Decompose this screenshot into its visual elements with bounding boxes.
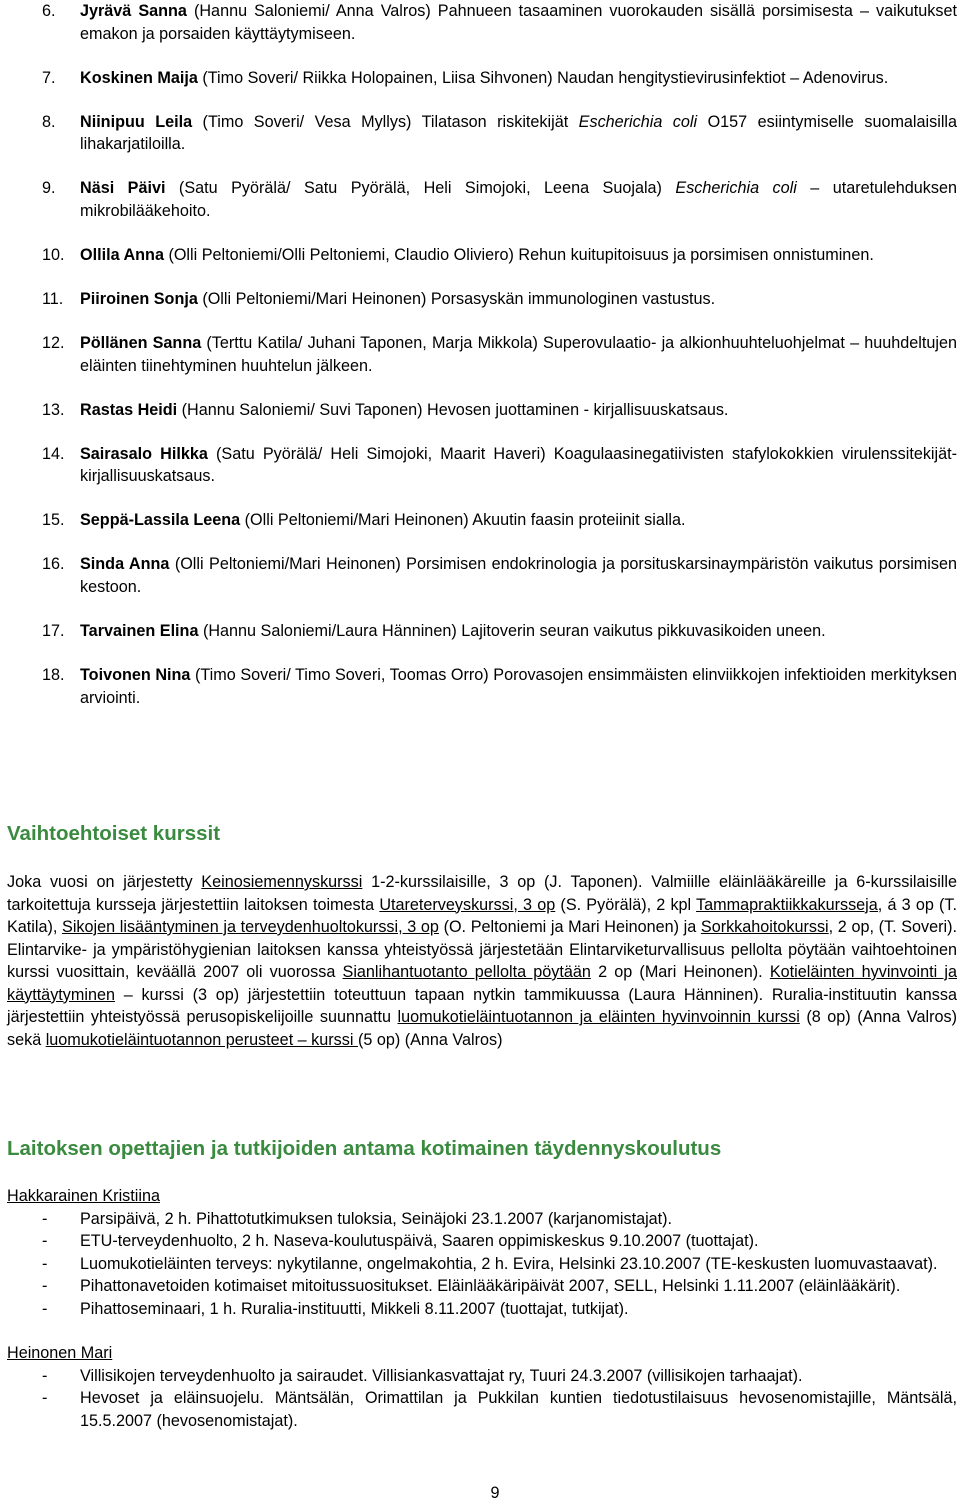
course-name: luomukotieläintuotannon ja eläinten hyvinvoinnin kurssi — [397, 1008, 800, 1026]
dash-bullet: - — [42, 1277, 48, 1295]
training-item — [7, 1253, 957, 1276]
course-name: Sianlihantuotanto pellolta pöytään — [342, 963, 591, 981]
thesis-item — [7, 553, 957, 598]
thesis-item — [7, 399, 957, 422]
thesis-item — [7, 67, 957, 90]
thesis-author: Ollila Anna — [80, 245, 164, 264]
thesis-author: Pöllänen Sanna — [80, 334, 202, 353]
paragraph-text: (5 op) (Anna Valros) — [357, 1030, 503, 1049]
thesis-item — [7, 664, 957, 709]
thesis-item — [7, 288, 957, 311]
course-name: Kotieläinten hyvinvointi ja käyttäytyminen — [7, 963, 957, 1004]
thesis-number: 14. — [42, 444, 65, 463]
dash-bullet: - — [42, 1389, 48, 1407]
thesis-author: Sairasalo Hilkka — [80, 444, 208, 463]
course-name: Tammapraktiikkakursseja, — [696, 895, 883, 914]
thesis-text: (Timo Soveri/ Timo Soveri, Toomas Orro) Porovasojen ensimmäisten elinviikkojen infektioiden merkityksen arviointi. — [80, 666, 957, 707]
dash-bullet: - — [42, 1366, 48, 1385]
thesis-text-cont: – utaretulehduksen mikrobilääkehoito. — [80, 179, 957, 220]
paragraph-text: (8 op) (Anna Valros) sekä — [7, 1008, 958, 1049]
course-name: Sikojen lisääntyminen ja terveydenhuoltokurssi, 3 op — [62, 918, 439, 936]
paragraph-text: (S. Pyörälä), 2 kpl — [555, 895, 697, 914]
thesis-author: Niinipuu Leila — [80, 112, 193, 131]
thesis-item — [7, 332, 957, 377]
thesis-item — [7, 509, 957, 532]
thesis-list — [7, 0, 957, 731]
thesis-number: 18. — [42, 666, 65, 685]
training-item-text: Hevoset ja eläinsuojelu. Mäntsälän, Orimattilan ja Pukkilan kuntien tiedotustilaisuus hevosenomistajille, Mäntsälä, 15.5.2007 (hevosenomistajat). — [80, 1389, 957, 1430]
person-name: Hakkarainen Kristiina — [7, 1187, 160, 1205]
thesis-number: 12. — [42, 334, 65, 353]
thesis-number: 6. — [42, 2, 56, 20]
thesis-item — [7, 443, 957, 488]
paragraph-text: (O. Peltoniemi ja Mari Heinonen) ja — [438, 918, 701, 936]
thesis-text: (Olli Peltoniemi/Mari Heinonen) Porsimisen endokrinologia ja porsituskarsinaympäristön vaikutus porsimisen kestoon. — [80, 555, 957, 596]
thesis-author: Koskinen Maija — [80, 68, 198, 87]
training-items — [7, 1365, 957, 1433]
thesis-number: 9. — [42, 179, 56, 198]
thesis-text: (Olli Peltoniemi/Olli Peltoniemi, Claudio Oliviero) Rehun kuitupitoisuus ja porsimisen onnistuminen. — [163, 245, 874, 264]
thesis-text: (Olli Peltoniemi/Mari Heinonen) Akuutin faasin proteiinit sialla. — [240, 511, 686, 530]
thesis-author: Sinda Anna — [80, 555, 170, 574]
training-item — [7, 1208, 957, 1231]
training-item — [7, 1365, 957, 1388]
paragraph-text: á 3 op (T. Katila), — [7, 895, 958, 936]
training-item — [7, 1275, 957, 1298]
training-item-text: Luomukotieläinten terveys: nykytilanne, ongelmakohtia, 2 h. Evira, Helsinki 23.10.2007 (TE-keskusten luomuvastaavat). — [80, 1254, 938, 1273]
thesis-species: Escherichia coli — [578, 112, 698, 131]
training-item-text: Parsipäivä, 2 h. Pihattotutkimuksen tuloksia, Seinäjoki 23.1.2007 (karjanomistajat). — [80, 1209, 673, 1228]
paragraph-text: 2 op (Mari Heinonen). — [590, 963, 770, 981]
paragraph-text: , 2 op, (T. Soveri). Elintarvike- ja ympäristöhygienian laitoksen kanssa yhteistyössä järjestetään Elintarviketurvallisuus pellolta pöytään vaihtoehtoinen kurssi vuosittain, keväällä 2007 oli vuorossa — [7, 918, 958, 981]
dash-bullet: - — [42, 1254, 48, 1273]
paragraph-text: – kurssi (3 op) järjestettiin toteuttuun tapaan nytkin tammikuussa (Laura Hänninen). Ruralia-instituutin kanssa järjestettiin yhteistyössä perusopiskelijoille suunnattu — [7, 985, 957, 1026]
thesis-number: 10. — [42, 245, 65, 264]
thesis-text-cont: O157 esiintymiselle suomalaisilla lihakarjatiloilla. — [80, 112, 958, 154]
paragraph-text: 1-2-kurssilaisille, 3 op (J. Taponen). Valmiille eläinlääkäreille ja 6-kurssilaisille tarkoitettuja kursseja järjestettiin laitoksen toimesta — [7, 873, 957, 914]
section-title-training: Laitoksen opettajien ja tutkijoiden antama kotimainen täydennyskoulutus — [7, 1137, 722, 1160]
thesis-number: 17. — [42, 622, 65, 641]
thesis-number: 7. — [42, 68, 56, 87]
course-name: luomukotieläintuotannon perusteet – kurssi — [45, 1030, 358, 1049]
thesis-author: Seppä-Lassila Leena — [80, 511, 241, 530]
page-number: 9 — [490, 1484, 500, 1502]
thesis-text: (Hannu Saloniemi/ Suvi Taponen) Hevosen juottaminen - kirjallisuuskatsaus. — [177, 400, 729, 419]
alt-courses-paragraph — [7, 871, 957, 1051]
person-name: Heinonen Mari — [7, 1344, 113, 1362]
thesis-item — [7, 177, 957, 222]
course-name: Utareterveyskurssi, 3 op — [379, 895, 556, 914]
thesis-number: 16. — [42, 555, 65, 574]
thesis-item — [7, 244, 957, 267]
training-item-text: Pihattoseminaari, 1 h. Ruralia-instituutti, Mikkeli 8.11.2007 (tuottajat, tutkijat). — [80, 1299, 629, 1318]
thesis-text: (Olli Peltoniemi/Mari Heinonen) Porsasyskän immunologinen vastustus. — [197, 289, 716, 308]
thesis-text: (Satu Pyörälä/ Heli Simojoki, Maarit Haveri) Koagulaasinegatiivisten stafylokokkien virulenssitekijät-kirjallisuuskatsaus. — [80, 444, 957, 486]
thesis-item — [7, 111, 957, 156]
training-item-text: ETU-terveydenhuolto, 2 h. Naseva-koulutuspäivä, Saaren oppimiskeskus 9.10.2007 (tuottajat). — [80, 1232, 759, 1250]
thesis-text: (Terttu Katila/ Juhani Taponen, Marja Mikkola) Superovulaatio- ja alkionhuuhteluohjelmat – huuhdeltujen eläinten tiinehtyminen huuhtelun jälkeen. — [80, 334, 957, 375]
thesis-text: (Hannu Saloniemi/ Anna Valros) Pahnueen tasaaminen vuorokauden sisällä porsimisesta – vaikutukset emakon ja porsaiden käyttäytymiseen. — [80, 2, 957, 43]
thesis-author: Näsi Päivi — [80, 179, 166, 198]
training-item — [7, 1387, 957, 1432]
dash-bullet: - — [42, 1232, 48, 1250]
thesis-author: Toivonen Nina — [80, 666, 191, 685]
thesis-author: Tarvainen Elina — [80, 622, 199, 641]
thesis-species: Escherichia coli — [675, 179, 797, 198]
training-items — [7, 1208, 957, 1321]
thesis-number: 11. — [42, 289, 64, 308]
thesis-number: 8. — [42, 112, 56, 131]
thesis-text: (Hannu Saloniemi/Laura Hänninen) Lajitoverin seuran vaikutus pikkuvasikoiden uneen. — [198, 622, 826, 641]
training-item — [7, 1298, 957, 1321]
thesis-text: (Timo Soveri/ Riikka Holopainen, Liisa Sihvonen) Naudan hengitystievirusinfektiot – Adenovirus. — [197, 68, 889, 87]
thesis-number: 15. — [42, 511, 65, 530]
thesis-number: 13. — [42, 400, 65, 419]
thesis-author: Jyrävä Sanna — [80, 2, 187, 20]
thesis-item — [7, 0, 957, 45]
thesis-author: Piiroinen Sonja — [80, 289, 198, 308]
training-item — [7, 1230, 957, 1253]
dash-bullet: - — [42, 1299, 48, 1318]
course-name: Keinosiemennyskurssi — [201, 873, 363, 891]
thesis-author: Rastas Heidi — [80, 400, 178, 419]
training-item-text: Villisikojen terveydenhuolto ja sairaudet. Villisiankasvattajat ry, Tuuri 24.3.2007 (villisikojen tarhaajat). — [80, 1366, 803, 1385]
paragraph-text: Joka vuosi on järjestetty — [7, 873, 202, 891]
dash-bullet: - — [42, 1209, 48, 1228]
thesis-text: (Timo Soveri/ Vesa Myllys) Tilatason riskitekijät — [192, 112, 579, 131]
section-title-alt-courses: Vaihtoehtoiset kurssit — [7, 822, 221, 845]
training-list — [7, 1185, 957, 1432]
course-name: Sorkkahoitokurssi — [700, 918, 829, 936]
training-item-text: Pihattonavetoiden kotimaiset mitoitussuositukset. Eläinlääkäripäivät 2007, SELL, Helsinki 1.11.2007 (eläinlääkärit). — [80, 1277, 901, 1295]
thesis-text: (Satu Pyörälä/ Satu Pyörälä, Heli Simojoki, Leena Suojala) — [165, 179, 676, 198]
thesis-item — [7, 620, 957, 643]
